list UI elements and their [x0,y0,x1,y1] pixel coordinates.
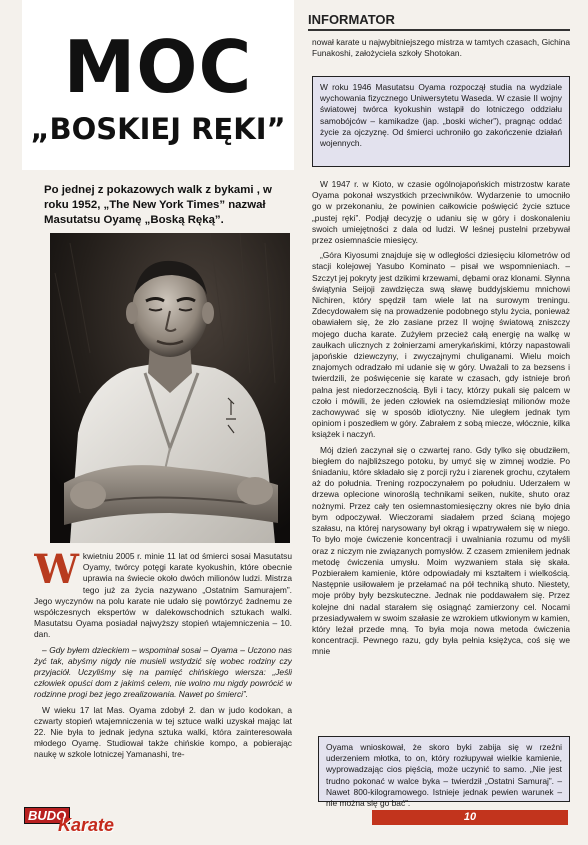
portrait-photo [50,233,290,543]
portrait-illustration [50,233,290,543]
right-column-text [312,179,570,715]
left-paragraph-2: – Gdy byłem dzieckiem – wspominał sosai – Oyama – Uczono nas żyć tak, abyśmy nigdy nie musieli wstydzić się wobec rodziny czy przyjaciół. Uczyliśmy się na pamięć chińskiego wiersza: „Jeśli człowiek opuści dom z jakimś celem, nie wolno mu nigdy powrócić w rodzinne progi bez jego zrealizowania. Nawet po śmierci”. [34,644,292,700]
page-title: MOC [63,25,253,109]
left-paragraph-1: kwietniu 2005 r. minie 11 lat od śmierci sosai Masutatsu Oyamy, twórcy potęgi karate kyokushin, które obecnie uprawia na świecie około dwóch milionów ludzi. Mistrza tego już za życia nazywano „Ostatnim Samurajem”. Jego wyczynów na polu karate nie udało się powtórzyć żadnemu ze współczesnych ekspertów w dalekowschodnich sztukach walki. Masutatsu Oyama posiadał najwyższy stopień wtajemniczenia – 10. dan. [34,551,292,640]
logo-budo: BUDO [24,807,70,824]
highlight-box-1-text: W roku 1946 Masutatsu Oyama rozpoczął studia na wydziale wychowania fizycznego Uniwersytetu Waseda. W czasie II wojny światowej twórca kyokushin wstąpił do lotniczego oddziału samobójców – kamikadze (jap. „boski wicher”), pragnąc oddać życie za ojczyznę. Od śmierci uchroniło go zakończenie działań wojennych. [320,82,562,149]
magazine-logo [22,807,132,837]
right-column-intro [312,37,570,67]
page-number: 10 [463,811,477,823]
highlight-box-1 [312,76,570,167]
title-block [22,0,294,170]
highlight-box-2-text: Oyama wnioskował, że skoro byki zabija się w rzeźni uderzeniem młotka, to on, który rozłupywał wielkie kamienie, wyprowadzając cios pięścią, może uczynić to samo. „Nie jest trudno pokonać w walce byka – twierdził „Ostatni Samuraj”. – Nawet 800-kilogramowego. Istnieje jednak pewien warunek – nie można się go bać”. [326,742,562,809]
page-subtitle: „BOSKIEJ RĘKI” [30,112,286,146]
drop-cap: W [34,551,79,593]
right-paragraph-3: Mój dzień zaczynał się o czwartej rano. Gdy tylko się obudziłem, biegłem do najbliższego potoku, by umyć się w zimnej wodzie. Po śniadaniu, które składało się z porcji ryżu i ziarenek grochu, czytałem aż do południa. Trening rozpoczynałem po południu. Uderzałem w drzewa oplecione winoroślą technikami seiken, nukite, shuto oraz nożnymi. Przez cały ten osiemnastomiesięczny okres nie było dnia bym odpoczywał. Wieczorami siadałem przed ścianą mojego szałasu, na której narysowany był okrąg i wpatrywałem się w niego. To było moje ćwiczenie koncentracji i uwalniania rozumu od myśli oraz z niczym nie związanych pomysłów. Z czasem zmieniłem jednak metodę ćwiczenia umysłu. Moim wyzwaniem stała się skała. Pozbierałem kamienie, które odpowiadały mi kształtem i wielkością. Następnie usiłowałem je przełamać na pół techniką shuto. Niestety, moje próby były bezskuteczne. Jednak nie poddawałem się. Przez kolejne dni nadal starałem się osiągnąć zamierzony cel. Nocami przesiadywałem w swoim szałasie ze wzrokiem utkwionym w kamien, który leżał przede mną. To była moja nowa metoda ćwiczenia koncentracji. Pewnego razu, gdy była pełnia księżyca, coś się we mnie [312,444,570,657]
right-paragraph-1: W 1947 r. w Kioto, w czasie ogólnojapońskich mistrzostw karate Oyama pokonał wszystkich przeciwników. Wydarzenie to umocniło go w przekonaniu, że powinien całkowicie poświęcić życie sztuce „pustej ręki”. Podjął decyzję o udaniu się w góry i doskonaleniu swoich umiejętności z dala od ludzi. W leśnej pustelni przebywał przez osiemnaście miesięcy. [312,179,570,246]
section-label: INFORMATOR [308,12,570,31]
right-intro-paragraph: nował karate u najwybitniejszego mistrza w tamtych czasach, Gichina Funakoshi, założyciela szkoły Shotokan. [312,37,570,59]
lead-paragraph: Po jednej z pokazowych walk z bykami , w roku 1952, „The New York Times” nazwał Masutatsu Oyamę „Boską Ręką”. [44,184,272,226]
left-paragraph-3: W wieku 17 lat Mas. Oyama zdobył 2. dan w judo kodokan, a czwarty stopień wtajemniczenia w tej sztuce walki uzyskał mając lat 22. Nie była to jednak jedyna sztuka walki, która zainteresowała młodego Oyamę. Studiował także chińskie kompo, a pobierając naukę w szkole lotniczej Yamanashi, tre- [34,704,292,760]
left-column-text [34,551,292,779]
highlight-box-2 [318,736,570,809]
logo-karate: Karate [58,815,115,835]
right-paragraph-2: „Góra Kiyosumi znajduje się w odległości dziesięciu kilometrów od stacji kolejowej Yasubo Kominato – pisał we wspomnieniach. – Szczyt jej pokryty jest dzikimi krzewami, dębami oraz klonami. Słynna świątynia Seijoji zawdzięcza swą sławę buddyjskiemu mnichowi Nichiren, który spędził tam wiele lat na surowym treningu. Zdecydowałem się na prowadzenie podobnego stylu życia, ponieważ obawiałem się, że zło zasiane przez II wojnę światową zniszczy mojego ducha karate. Zużyłem przecież całą energię na walkę w zaułkach ulicznych z żołnierzami amerykańskimi, którzy napastowali japońskie dziewczyny, i zwyczajnymi chuliganami. Wielu moich znajomych odradzało mi udanie się w góry. Uważali to za bezsens i twierdzili, że poświęcenie się karate w czasach, gdy istnieje broń palna jest niedorzecznością. Byli i tacy, którzy pukali się palcem w czoło i mówili, że jeden człowiek na osiemdziesiąt milionów może zachowywać się w sposób idiotyczny. Nie uległem jednak tym opiniom i poszedłem w góry. Zabrałem z sobą miecze, włócznie, kilka książek i naczyń. [312,250,570,440]
